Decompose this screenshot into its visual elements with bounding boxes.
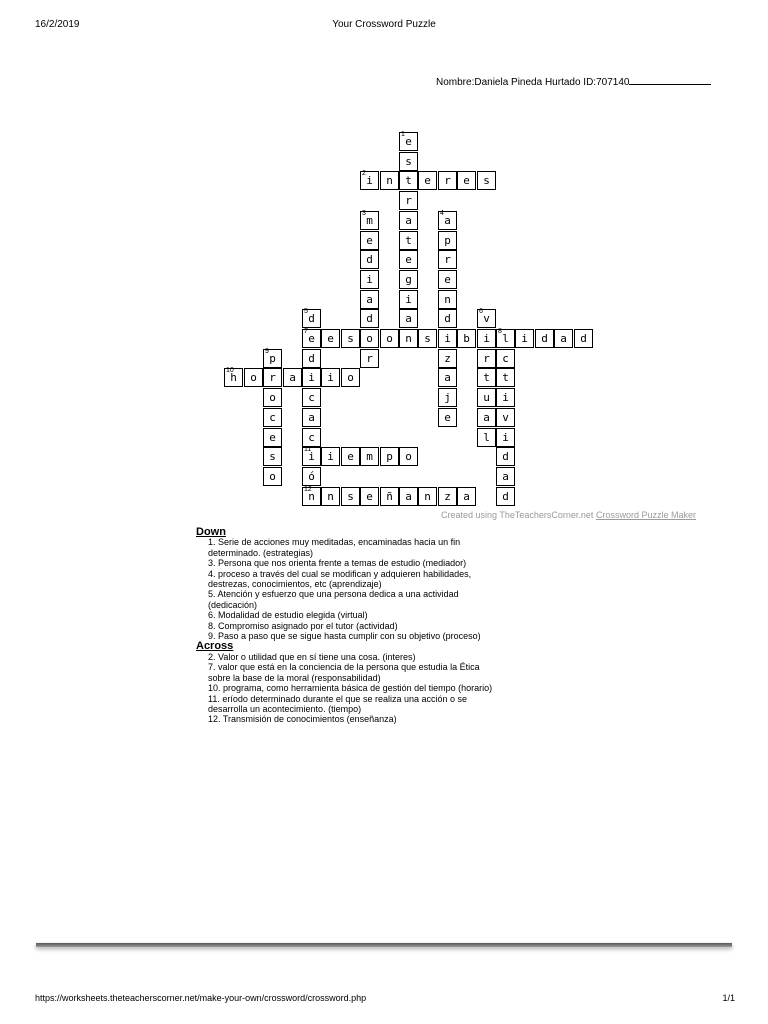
- grid-letter: ñ: [386, 490, 393, 503]
- grid-letter: a: [366, 293, 373, 306]
- clue-number: 4: [440, 210, 444, 217]
- grid-cell: [263, 467, 282, 486]
- clue-number: 2: [362, 170, 366, 177]
- grid-letter: i: [483, 332, 490, 345]
- clue-text: 11. eríodo determinado durante el que se realiza una acción o se: [208, 693, 468, 704]
- clue-continuation: destrezas, conocimientos, etc (aprendizaje): [208, 579, 382, 590]
- clue-continuation: (dedicación): [208, 599, 258, 610]
- grid-letter: c: [502, 352, 509, 365]
- grid-cell: [418, 171, 437, 190]
- grid-letter: p: [269, 352, 276, 365]
- grid-letter: ó: [308, 470, 315, 483]
- student-name-id: Nombre:Daniela Pineda Hurtado ID:707140: [436, 77, 630, 88]
- credit-link[interactable]: Crossword Puzzle Maker: [595, 510, 696, 520]
- grid-letter: d: [308, 312, 315, 325]
- grid-letter: o: [269, 470, 276, 483]
- grid-cell: [438, 329, 457, 348]
- grid-letter: n: [424, 490, 431, 503]
- grid-cell: [399, 270, 418, 289]
- grid-cell: [399, 447, 418, 466]
- grid-letter: m: [366, 214, 373, 227]
- grid-cell: [457, 487, 476, 506]
- grid-cell: [515, 329, 534, 348]
- grid-cell: [360, 329, 379, 348]
- grid-letter: a: [289, 371, 296, 384]
- across-clue: [196, 714, 526, 724]
- grid-letter: g: [405, 273, 412, 286]
- grid-cell: [477, 368, 496, 387]
- grid-letter: d: [366, 312, 373, 325]
- grid-letter: e: [444, 273, 451, 286]
- grid-cell: [302, 428, 321, 447]
- grid-letter: v: [483, 312, 490, 325]
- clue-number: 8: [498, 328, 502, 335]
- grid-letter: n: [327, 490, 334, 503]
- grid-cell: [302, 408, 321, 427]
- grid-letter: c: [308, 431, 315, 444]
- grid-cell: [496, 368, 515, 387]
- grid-cell: [380, 447, 399, 466]
- grid-letter: p: [386, 450, 393, 463]
- grid-letter: e: [366, 234, 373, 247]
- grid-letter: r: [269, 371, 276, 384]
- grid-letter: l: [483, 431, 490, 444]
- grid-cell: [360, 171, 379, 190]
- grid-letter: e: [424, 174, 431, 187]
- grid-cell: [399, 329, 418, 348]
- grid-cell: [302, 329, 321, 348]
- grid-letter: i: [521, 332, 528, 345]
- grid-cell: [399, 171, 418, 190]
- grid-cell: [496, 388, 515, 407]
- grid-cell: [554, 329, 573, 348]
- grid-letter: i: [502, 431, 509, 444]
- grid-cell: [341, 329, 360, 348]
- clue-number: 5: [304, 308, 308, 315]
- clue-text: 8. Compromiso asignado por el tutor (actividad): [208, 620, 398, 631]
- clue-number: 1: [401, 131, 405, 138]
- credit-text: Created using TheTeachersCorner.net: [441, 510, 596, 520]
- grid-letter: v: [502, 411, 509, 424]
- grid-letter: e: [444, 411, 451, 424]
- grid-cell: [496, 487, 515, 506]
- grid-letter: t: [405, 234, 412, 247]
- footer-url: https://worksheets.theteacherscorner.net/make-your-own/crossword/crossword.php: [35, 993, 367, 1003]
- grid-letter: o: [347, 371, 354, 384]
- grid-cell: [302, 349, 321, 368]
- grid-cell: [438, 309, 457, 328]
- grid-cell: [360, 211, 379, 230]
- grid-cell: [302, 368, 321, 387]
- grid-cell: [496, 349, 515, 368]
- grid-cell: [477, 329, 496, 348]
- grid-cell: [263, 408, 282, 427]
- down-clue: [196, 589, 526, 610]
- grid-cell: [496, 428, 515, 447]
- clue-text: 12. Transmisión de conocimientos (enseñanza): [208, 714, 397, 725]
- clue-text: 9. Paso a paso que se sigue hasta cumplir con su objetivo (proceso): [208, 631, 481, 642]
- grid-cell: [360, 250, 379, 269]
- grid-letter: s: [483, 174, 490, 187]
- across-clue: [196, 683, 526, 693]
- grid-cell: [477, 309, 496, 328]
- grid-cell: [341, 487, 360, 506]
- clue-number: 11: [304, 446, 312, 453]
- down-clue: [196, 537, 526, 558]
- grid-letter: d: [502, 450, 509, 463]
- grid-cell: [341, 447, 360, 466]
- clues-section: [196, 527, 526, 725]
- grid-cell: [399, 211, 418, 230]
- across-clue-list: [196, 652, 526, 725]
- grid-letter: r: [444, 253, 451, 266]
- grid-letter: p: [444, 234, 451, 247]
- clue-number: 10: [226, 367, 234, 374]
- down-clue: [196, 631, 526, 641]
- grid-letter: d: [366, 253, 373, 266]
- grid-cell: [399, 290, 418, 309]
- clue-text: 5. Atención y esfuerzo que una persona dedica a una actividad: [208, 589, 459, 600]
- grid-letter: i: [366, 174, 373, 187]
- grid-letter: z: [444, 490, 451, 503]
- grid-letter: s: [347, 332, 354, 345]
- grid-letter: o: [366, 332, 373, 345]
- grid-cell: [380, 487, 399, 506]
- grid-letter: m: [366, 450, 373, 463]
- across-clue: [196, 662, 526, 683]
- grid-cell: [321, 329, 340, 348]
- grid-cell: [574, 329, 593, 348]
- clue-number: 7: [304, 328, 308, 335]
- clue-continuation: desarrolla un acontecimiento. (tiempo): [208, 703, 362, 714]
- grid-cell: [535, 329, 554, 348]
- grid-cell: [399, 191, 418, 210]
- grid-cell: [477, 171, 496, 190]
- grid-letter: l: [502, 332, 509, 345]
- grid-letter: t: [405, 174, 412, 187]
- grid-cell: [438, 388, 457, 407]
- grid-letter: i: [502, 391, 509, 404]
- grid-letter: s: [424, 332, 431, 345]
- grid-cell: [399, 231, 418, 250]
- grid-letter: n: [405, 332, 412, 345]
- grid-letter: i: [308, 371, 315, 384]
- grid-letter: i: [405, 293, 412, 306]
- grid-cell: [477, 408, 496, 427]
- grid-letter: a: [444, 371, 451, 384]
- grid-letter: r: [405, 194, 412, 207]
- grid-cell: [360, 290, 379, 309]
- grid-cell: [302, 487, 321, 506]
- grid-cell: [263, 428, 282, 447]
- grid-letter: c: [269, 411, 276, 424]
- grid-letter: t: [483, 371, 490, 384]
- page-number: 1/1: [722, 993, 735, 1003]
- down-heading: Down: [196, 526, 226, 538]
- grid-cell: [302, 447, 321, 466]
- grid-letter: a: [405, 214, 412, 227]
- grid-cell: [283, 368, 302, 387]
- grid-letter: d: [308, 352, 315, 365]
- grid-letter: a: [560, 332, 567, 345]
- grid-letter: a: [405, 312, 412, 325]
- grid-cell: [418, 487, 437, 506]
- grid-letter: d: [502, 490, 509, 503]
- grid-letter: a: [308, 411, 315, 424]
- grid-cell: [438, 408, 457, 427]
- grid-cell: [438, 349, 457, 368]
- grid-cell: [360, 231, 379, 250]
- grid-letter: s: [269, 450, 276, 463]
- print-date: 16/2/2019: [35, 19, 80, 30]
- across-heading: Across: [196, 640, 234, 653]
- grid-cell: [418, 329, 437, 348]
- grid-cell: [380, 329, 399, 348]
- grid-cell: [360, 309, 379, 328]
- grid-letter: j: [444, 391, 451, 404]
- grid-cell: [263, 388, 282, 407]
- grid-cell: [302, 388, 321, 407]
- grid-cell: [399, 132, 418, 151]
- grid-letter: s: [405, 155, 412, 168]
- clue-text: 1. Serie de acciones muy meditadas, encaminadas hacia un fin: [208, 537, 461, 548]
- grid-letter: e: [463, 174, 470, 187]
- grid-letter: e: [327, 332, 334, 345]
- down-clue: [196, 610, 526, 620]
- grid-cell: [438, 171, 457, 190]
- grid-letter: n: [386, 174, 393, 187]
- grid-cell: [496, 467, 515, 486]
- grid-letter: r: [444, 174, 451, 187]
- grid-cell: [438, 250, 457, 269]
- grid-cell: [477, 349, 496, 368]
- grid-cell: [263, 349, 282, 368]
- grid-cell: [496, 447, 515, 466]
- grid-cell: [263, 447, 282, 466]
- grid-letter: d: [580, 332, 587, 345]
- grid-cell: [341, 368, 360, 387]
- grid-cell: [399, 487, 418, 506]
- page-divider: [36, 943, 732, 947]
- grid-letter: c: [308, 391, 315, 404]
- grid-cell: [438, 211, 457, 230]
- grid-cell: [496, 329, 515, 348]
- grid-letter: b: [463, 332, 470, 345]
- clue-text: 2. Valor o utilidad que en sí tiene una cosa. (interes): [208, 651, 416, 662]
- grid-letter: e: [308, 332, 315, 345]
- grid-letter: o: [386, 332, 393, 345]
- grid-letter: a: [444, 214, 451, 227]
- grid-letter: e: [366, 490, 373, 503]
- grid-letter: o: [250, 371, 257, 384]
- grid-letter: r: [483, 352, 490, 365]
- clue-continuation: sobre la base de la moral (responsabilidad): [208, 672, 381, 683]
- grid-cell: [399, 152, 418, 171]
- grid-letter: i: [366, 273, 373, 286]
- grid-letter: d: [444, 312, 451, 325]
- grid-cell: [496, 408, 515, 427]
- grid-cell: [244, 368, 263, 387]
- grid-letter: i: [327, 371, 334, 384]
- grid-cell: [438, 368, 457, 387]
- clue-text: 10. programa, como herramienta básica de gestión del tiempo (horario): [208, 683, 493, 694]
- grid-cell: [438, 487, 457, 506]
- grid-cell: [302, 309, 321, 328]
- grid-cell: [302, 467, 321, 486]
- grid-letter: i: [444, 332, 451, 345]
- clue-number: 9: [265, 348, 269, 355]
- down-clue: [196, 621, 526, 631]
- down-clue: [196, 558, 526, 568]
- grid-letter: s: [347, 490, 354, 503]
- grid-letter: o: [405, 450, 412, 463]
- grid-letter: a: [502, 470, 509, 483]
- across-clue: [196, 694, 526, 715]
- clue-number: 3: [362, 210, 366, 217]
- across-clue: [196, 652, 526, 662]
- grid-letter: n: [308, 490, 315, 503]
- grid-letter: e: [405, 253, 412, 266]
- grid-cell: [360, 447, 379, 466]
- grid-cell: [438, 290, 457, 309]
- grid-cell: [438, 231, 457, 250]
- grid-cell: [360, 349, 379, 368]
- grid-cell: [360, 487, 379, 506]
- grid-cell: [477, 388, 496, 407]
- down-clue: [196, 569, 526, 590]
- down-clue-list: [196, 537, 526, 641]
- grid-letter: d: [541, 332, 548, 345]
- clue-number: 12: [304, 486, 312, 493]
- grid-letter: z: [444, 352, 451, 365]
- grid-cell: [263, 368, 282, 387]
- grid-cell: [360, 270, 379, 289]
- grid-cell: [457, 171, 476, 190]
- grid-letter: i: [308, 450, 315, 463]
- grid-letter: t: [502, 371, 509, 384]
- grid-letter: u: [483, 391, 490, 404]
- grid-cell: [224, 368, 243, 387]
- grid-letter: e: [347, 450, 354, 463]
- grid-letter: a: [405, 490, 412, 503]
- grid-letter: r: [366, 352, 373, 365]
- clue-text: 4. proceso a través del cual se modifican y adquieren habilidades,: [208, 568, 472, 579]
- grid-letter: a: [483, 411, 490, 424]
- grid-cell: [438, 270, 457, 289]
- clue-text: 7. valor que está en la conciencia de la persona que estudia la Ética: [208, 662, 480, 673]
- grid-letter: n: [444, 293, 451, 306]
- clue-text: 3. Persona que nos orienta frente a temas de estudio (mediador): [208, 558, 467, 569]
- clue-continuation: determinado. (estrategias): [208, 547, 314, 558]
- grid-cell: [399, 250, 418, 269]
- grid-cell: [321, 447, 340, 466]
- grid-letter: a: [463, 490, 470, 503]
- grid-cell: [399, 309, 418, 328]
- grid-letter: e: [269, 431, 276, 444]
- credit-line: [441, 510, 696, 520]
- grid-letter: o: [269, 391, 276, 404]
- clue-number: 6: [479, 308, 483, 315]
- page-title: Your Crossword Puzzle: [332, 19, 436, 30]
- grid-cell: [321, 487, 340, 506]
- clue-text: 6. Modalidad de estudio elegida (virtual): [208, 610, 368, 621]
- grid-letter: i: [327, 450, 334, 463]
- grid-cell: [477, 428, 496, 447]
- grid-letter: e: [405, 135, 412, 148]
- grid-cell: [457, 329, 476, 348]
- grid-cell: [321, 368, 340, 387]
- grid-cell: [380, 171, 399, 190]
- grid-letter: h: [230, 371, 237, 384]
